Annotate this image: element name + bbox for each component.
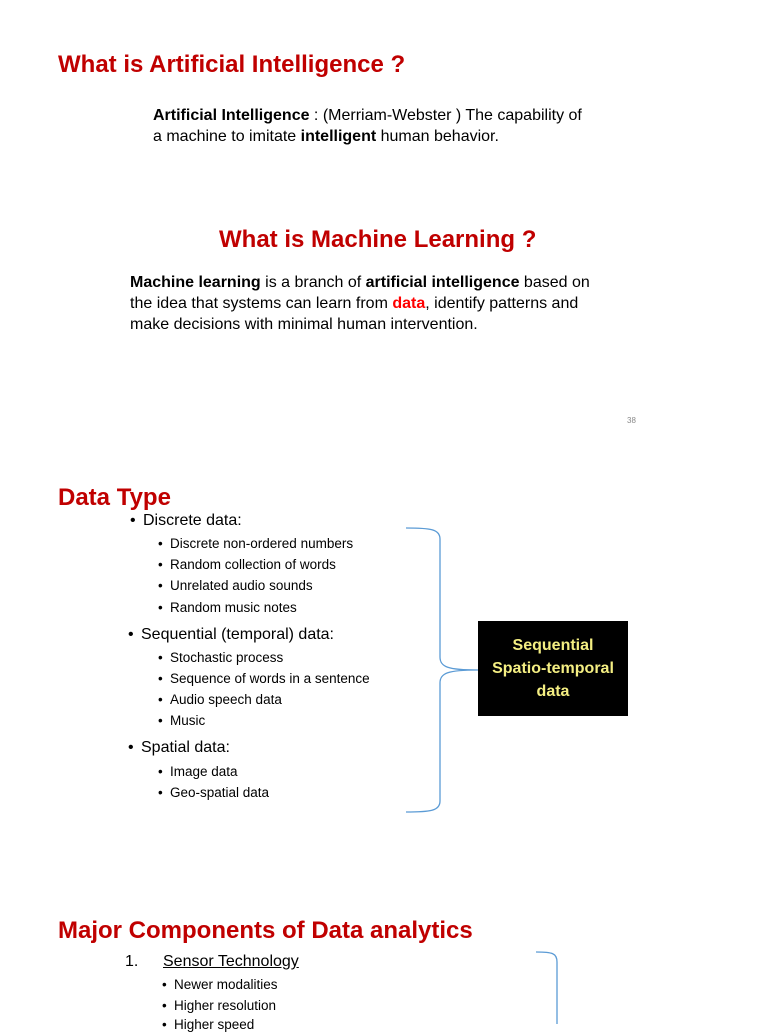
curly-brace-icon [400, 525, 480, 817]
ml-text-1: is a branch of [260, 274, 366, 291]
bullet-icon: • [158, 536, 163, 551]
bullet-icon: • [162, 1017, 167, 1032]
sequential-spatio-temporal-box [478, 621, 628, 716]
group-spatial [128, 739, 230, 757]
bullet-icon: • [158, 785, 163, 800]
ai-term: Artificial Intelligence [153, 107, 310, 124]
heading-data-type: Data Type [58, 484, 171, 511]
bullet-icon: • [128, 626, 134, 643]
ai-def-text-1: : (Merriam-Webster ) The capability of [309, 107, 582, 124]
box-line-2: Spatio-temporal [492, 660, 614, 677]
list-item-text: Random collection of words [170, 557, 336, 572]
bullet-icon: • [158, 600, 163, 615]
list-item [158, 557, 336, 572]
list-item [162, 998, 276, 1013]
bullet-icon: • [158, 713, 163, 728]
group-discrete [130, 512, 242, 530]
list-item-text: Sequence of words in a sentence [170, 671, 370, 686]
bullet-icon: • [158, 764, 163, 779]
list-item [158, 764, 238, 779]
list-item [158, 671, 370, 686]
ml-text-3: the idea that systems can learn from [130, 295, 393, 312]
ml-highlight-data: data [392, 295, 426, 312]
item-label: Sensor Technology [163, 953, 299, 970]
group-label: Spatial data: [141, 739, 230, 756]
heading-major-components: Major Components of Data analytics [58, 917, 473, 944]
list-item-text: Higher resolution [174, 998, 277, 1013]
bullet-icon: • [128, 739, 134, 756]
ml-definition [130, 272, 690, 335]
list-item-text: Unrelated audio sounds [170, 578, 313, 593]
bullet-icon: • [162, 977, 167, 992]
bullet-icon: • [130, 512, 136, 529]
ai-def-text-3: human behavior. [376, 128, 499, 145]
bullet-icon: • [158, 557, 163, 572]
bullet-icon: • [158, 671, 163, 686]
list-item-text: Geo-spatial data [170, 785, 270, 800]
list-item-text: Audio speech data [170, 692, 282, 707]
item-number: 1. [125, 953, 139, 970]
ai-def-text-2: a machine to imitate [153, 128, 301, 145]
list-item-text: Higher speed [174, 1017, 255, 1032]
list-item [158, 713, 205, 728]
numbered-item-sensor [125, 953, 299, 971]
list-item [158, 650, 283, 665]
ml-bold-ai: artificial intelligence [365, 274, 520, 291]
list-item-text: Random music notes [170, 600, 297, 615]
group-sequential [128, 626, 334, 644]
bullet-icon: • [158, 578, 163, 593]
bullet-icon: • [162, 998, 167, 1013]
list-item-text: Stochastic process [170, 650, 284, 665]
list-item-text: Image data [170, 764, 238, 779]
list-item [158, 600, 297, 615]
list-item [158, 785, 269, 800]
list-item-text: Discrete non-ordered numbers [170, 536, 354, 551]
box-line-3: data [536, 683, 570, 700]
bullet-icon: • [158, 650, 163, 665]
group-label: Sequential (temporal) data: [141, 626, 334, 643]
heading-ml: What is Machine Learning ? [219, 226, 537, 253]
ml-text-2: based on [519, 274, 590, 291]
bullet-icon: • [158, 692, 163, 707]
heading-ai: What is Artificial Intelligence ? [58, 51, 406, 78]
ml-text-4: , identify patterns and [425, 295, 579, 312]
ml-text-5: make decisions with minimal human intervention. [130, 316, 478, 333]
list-item [158, 536, 353, 551]
list-item [158, 692, 282, 707]
list-item-text: Music [170, 713, 206, 728]
list-item [162, 1017, 254, 1032]
curly-brace-icon [530, 948, 570, 1024]
list-item-text: Newer modalities [174, 977, 278, 992]
page-number: 38 [627, 416, 636, 425]
group-label: Discrete data: [143, 512, 242, 529]
list-item [162, 977, 278, 992]
list-item [158, 578, 313, 593]
box-line-1: Sequential [512, 637, 594, 654]
ai-definition [153, 105, 673, 147]
ai-def-bold: intelligent [300, 128, 377, 145]
ml-term: Machine learning [130, 274, 261, 291]
